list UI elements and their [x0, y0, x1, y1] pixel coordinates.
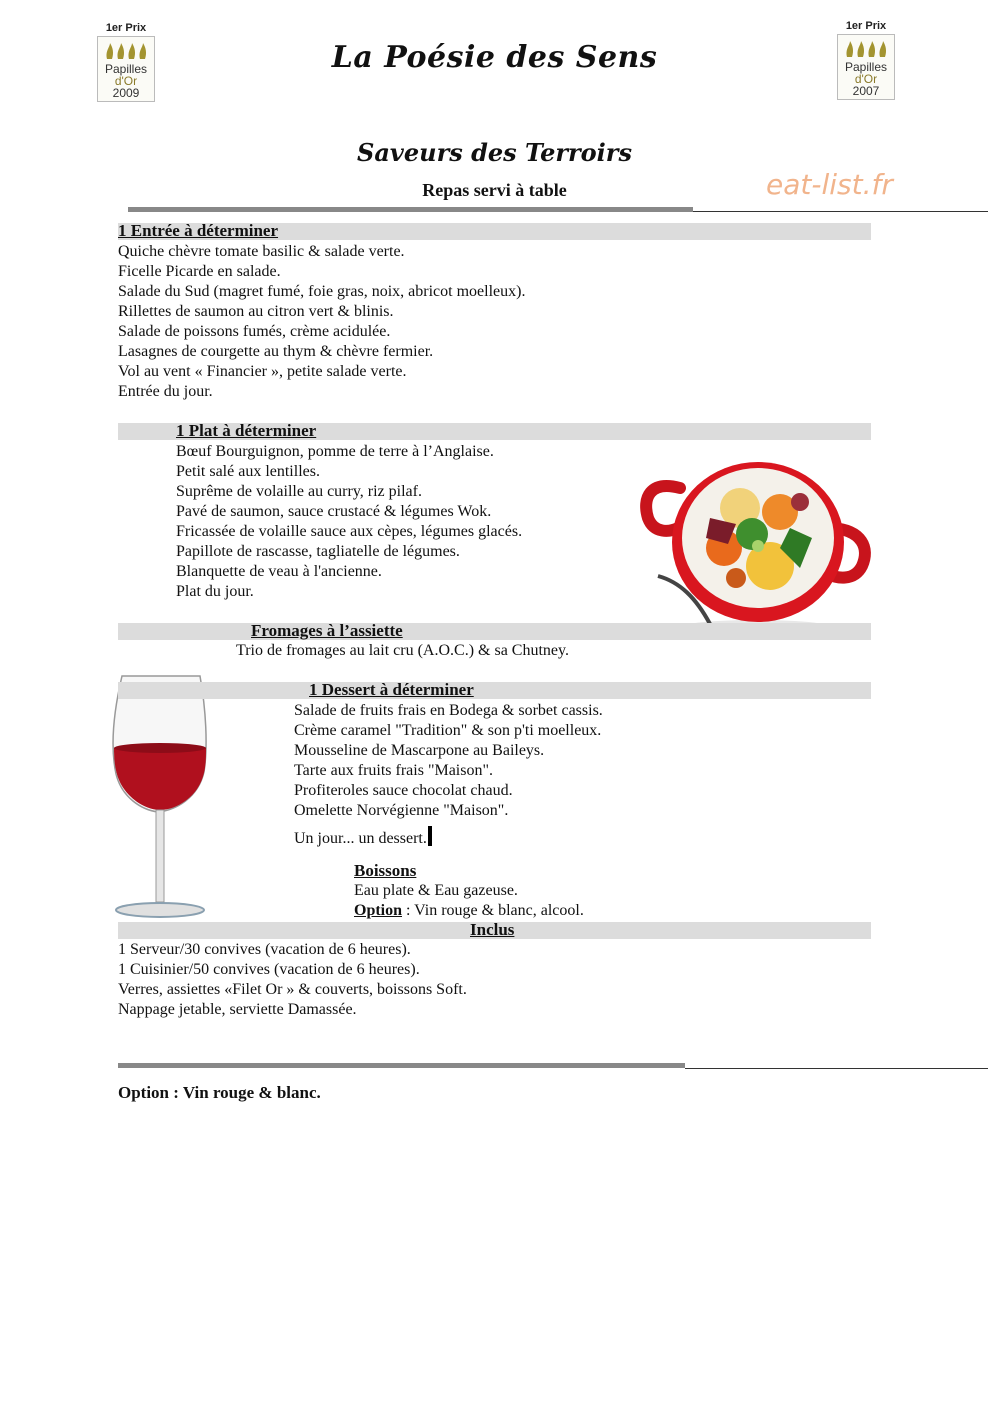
- option-text: : Vin rouge & blanc, alcool.: [402, 902, 584, 919]
- list-fromages: [236, 641, 569, 661]
- list-item: Salade de poissons fumés, crème acidulée.: [118, 323, 391, 340]
- section-heading-dessert: 1 Dessert à déterminer: [309, 680, 474, 699]
- list-item: Trio de fromages au lait cru (A.O.C.) & sa Chutney.: [236, 642, 569, 659]
- list-inclus: [118, 940, 467, 1020]
- list-item: Vol au vent « Financier », petite salade verte.: [118, 363, 407, 380]
- list-item: Salade de fruits frais en Bodega & sorbet cassis.: [294, 702, 603, 719]
- list-item: Fricassée de volaille sauce aux cèpes, légumes glacés.: [176, 523, 523, 540]
- option-label: Option: [354, 902, 403, 919]
- list-entree: [118, 242, 525, 402]
- list-item-option: [354, 901, 584, 921]
- list-item: Mousseline de Mascarpone au Baileys.: [294, 742, 545, 759]
- list-item: Verres, assiettes «Filet Or » & couverts, boissons Soft.: [118, 981, 467, 998]
- badge-line1: Papilles: [104, 62, 148, 76]
- list-item: Petit salé aux lentilles.: [176, 463, 320, 480]
- section-heading-boissons: Boissons: [354, 861, 417, 880]
- list-boissons: [354, 881, 584, 921]
- list-item: Eau plate & Eau gazeuse.: [354, 882, 518, 899]
- list-item: Pavé de saumon, sauce crustacé & légumes Wok.: [176, 503, 492, 520]
- list-item: Omelette Norvégienne "Maison".: [294, 802, 509, 819]
- section-band-fromages: [118, 623, 871, 640]
- list-item: Blanquette de veau à l'ancienne.: [176, 563, 382, 580]
- list-dessert: [294, 701, 603, 846]
- casserole-dish-image: [640, 448, 872, 636]
- list-item: 1 Cuisinier/50 convives (vacation de 6 heures).: [118, 961, 420, 978]
- badge-year: 2009: [112, 86, 140, 100]
- footer-divider-thick: [118, 1063, 685, 1068]
- footer-option: Option : Vin rouge & blanc.: [118, 1083, 321, 1102]
- wine-glass-image: [108, 670, 214, 925]
- header-divider-thin: [693, 211, 988, 212]
- list-item: Quiche chèvre tomate basilic & salade verte.: [118, 243, 405, 260]
- list-item: Papillote de rascasse, tagliatelle de légumes.: [176, 543, 460, 560]
- list-item: Bœuf Bourguignon, pomme de terre à l’Anglaise.: [176, 443, 494, 460]
- list-item: Plat du jour.: [176, 583, 254, 600]
- list-item: Suprême de volaille au curry, riz pilaf.: [176, 483, 422, 500]
- badge-year: 2007: [852, 84, 880, 98]
- list-item: Nappage jetable, serviette Damassée.: [118, 1001, 357, 1018]
- badge-prix: 1er Prix: [105, 22, 147, 34]
- section-heading-plat: 1 Plat à déterminer: [176, 421, 317, 440]
- badge-line2: d'Or: [114, 74, 138, 88]
- menu-subtitle: Saveurs des Terroirs: [357, 138, 632, 167]
- section-heading-entree: 1 Entrée à déterminer: [118, 221, 279, 240]
- header-divider-thick: [128, 207, 693, 212]
- section-band-dessert: [118, 682, 871, 699]
- list-item: Rillettes de saumon au citron vert & blinis.: [118, 303, 394, 320]
- list-item: Ficelle Picarde en salade.: [118, 263, 281, 280]
- list-item: Entrée du jour.: [118, 383, 213, 400]
- watermark: eat-list.fr: [766, 168, 893, 201]
- list-item: Un jour... un dessert.: [294, 826, 603, 846]
- badge-line2: d'Or: [854, 72, 878, 86]
- list-item: Profiteroles sauce chocolat chaud.: [294, 782, 513, 799]
- list-item: Tarte aux fruits frais "Maison".: [294, 762, 493, 779]
- badge-line1: Papilles: [844, 60, 888, 74]
- footer-divider-thin: [685, 1068, 988, 1069]
- page-title: La Poésie des Sens: [331, 40, 658, 75]
- list-item: Lasagnes de courgette au thym & chèvre fermier.: [118, 343, 434, 360]
- section-heading-inclus: Inclus: [470, 920, 515, 939]
- section-heading-fromages: Fromages à l’assiette: [251, 621, 403, 640]
- service-type: Repas servi à table: [422, 180, 567, 200]
- list-item: Crème caramel "Tradition" & son p'ti moelleux.: [294, 722, 602, 739]
- list-item: 1 Serveur/30 convives (vacation de 6 heures).: [118, 941, 411, 958]
- text-cursor: [428, 826, 432, 846]
- badge-prix: 1er Prix: [845, 20, 887, 32]
- list-item: Salade du Sud (magret fumé, foie gras, noix, abricot moelleux).: [118, 283, 526, 300]
- list-plat: [176, 442, 522, 602]
